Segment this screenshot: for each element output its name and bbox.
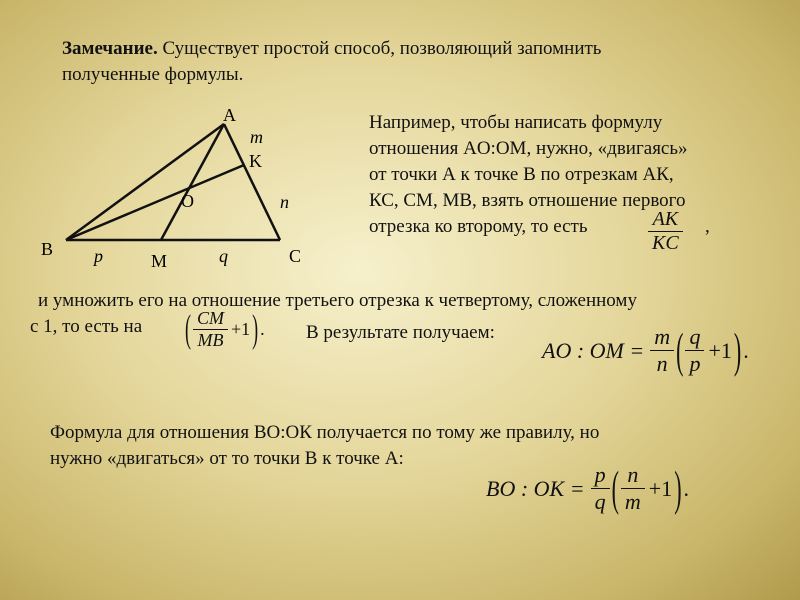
fraction-denominator: KC <box>652 232 679 254</box>
formula-ao-om <box>542 321 749 377</box>
example-line: отношения AO:OM, нужно, «двигаясь» <box>369 138 688 159</box>
fraction-numerator: m <box>654 324 671 349</box>
fraction-numerator: CM <box>197 308 224 328</box>
segment-q: q <box>219 246 228 266</box>
right-paren: ) <box>674 459 682 515</box>
fraction-denominator: p <box>689 351 701 376</box>
label-m: M <box>151 251 168 271</box>
period: . <box>260 319 265 339</box>
label-c: C <box>289 246 302 266</box>
left-paren: ( <box>676 321 684 377</box>
left-paren: ( <box>185 306 191 351</box>
period: . <box>683 475 690 501</box>
label-a: A <box>223 105 236 125</box>
bo-line1: Формула для отношения ВО:ОК получается по тому же правилу, но <box>50 422 600 443</box>
triangle-figure <box>30 105 340 275</box>
multiply-line1: и умножить его на отношение третьего отрезка к четвертому, сложенному <box>38 290 637 311</box>
formula-lhs: BO : OK = <box>486 475 585 501</box>
example-line: отрезка ко второму, то есть <box>369 216 588 237</box>
fraction-numerator: n <box>627 462 639 487</box>
bo-line2: нужно «двигаться» от то точки В к точке А: <box>50 448 404 469</box>
fraction-ak-kc <box>648 208 683 255</box>
remark-line2: полученные формулы. <box>62 64 244 85</box>
right-paren: ) <box>733 321 742 377</box>
result-label: В результате получаем: <box>306 322 495 343</box>
remark-title: Замечание. <box>62 38 158 59</box>
label-b: B <box>41 239 54 259</box>
example-line: Например, чтобы написать формулу <box>369 112 663 133</box>
example-paragraph <box>369 110 779 240</box>
example-comma: , <box>705 216 710 237</box>
label-k: K <box>249 151 262 171</box>
left-paren: ( <box>611 459 619 515</box>
fraction-cm-mb-expr <box>183 308 265 351</box>
plus-one: +1 <box>648 475 673 501</box>
cevian-bk <box>66 165 244 240</box>
fraction-denominator: q <box>594 489 606 514</box>
plus-one: +1 <box>708 337 732 363</box>
segment-n: n <box>280 192 289 212</box>
formula-lhs: AO : OM = <box>542 337 645 363</box>
example-line: КС, СМ, МВ, взять отношение первого <box>369 190 686 211</box>
multiply-line2: с 1, то есть на <box>30 316 143 337</box>
example-line: от точки А к точке В по отрезкам АК, <box>369 164 674 185</box>
fraction-numerator: AK <box>652 208 679 230</box>
cevian-am <box>161 124 224 240</box>
formula-bo-ok <box>486 459 690 515</box>
fraction-numerator: p <box>594 462 606 487</box>
period: . <box>743 337 749 363</box>
remark-line1: Существует простой способ, позволяющий запомнить <box>157 38 602 59</box>
right-paren: ) <box>252 306 259 351</box>
segment-p: p <box>94 246 103 266</box>
fraction-denominator: MB <box>197 330 224 350</box>
segment-m: m <box>250 127 263 147</box>
remark-paragraph <box>62 36 762 88</box>
fraction-numerator: q <box>689 324 701 349</box>
fraction-denominator: m <box>624 489 641 514</box>
fraction-denominator: n <box>656 351 668 376</box>
label-o: O <box>181 191 194 211</box>
plus-one: +1 <box>231 319 251 339</box>
side-ab <box>66 124 224 240</box>
